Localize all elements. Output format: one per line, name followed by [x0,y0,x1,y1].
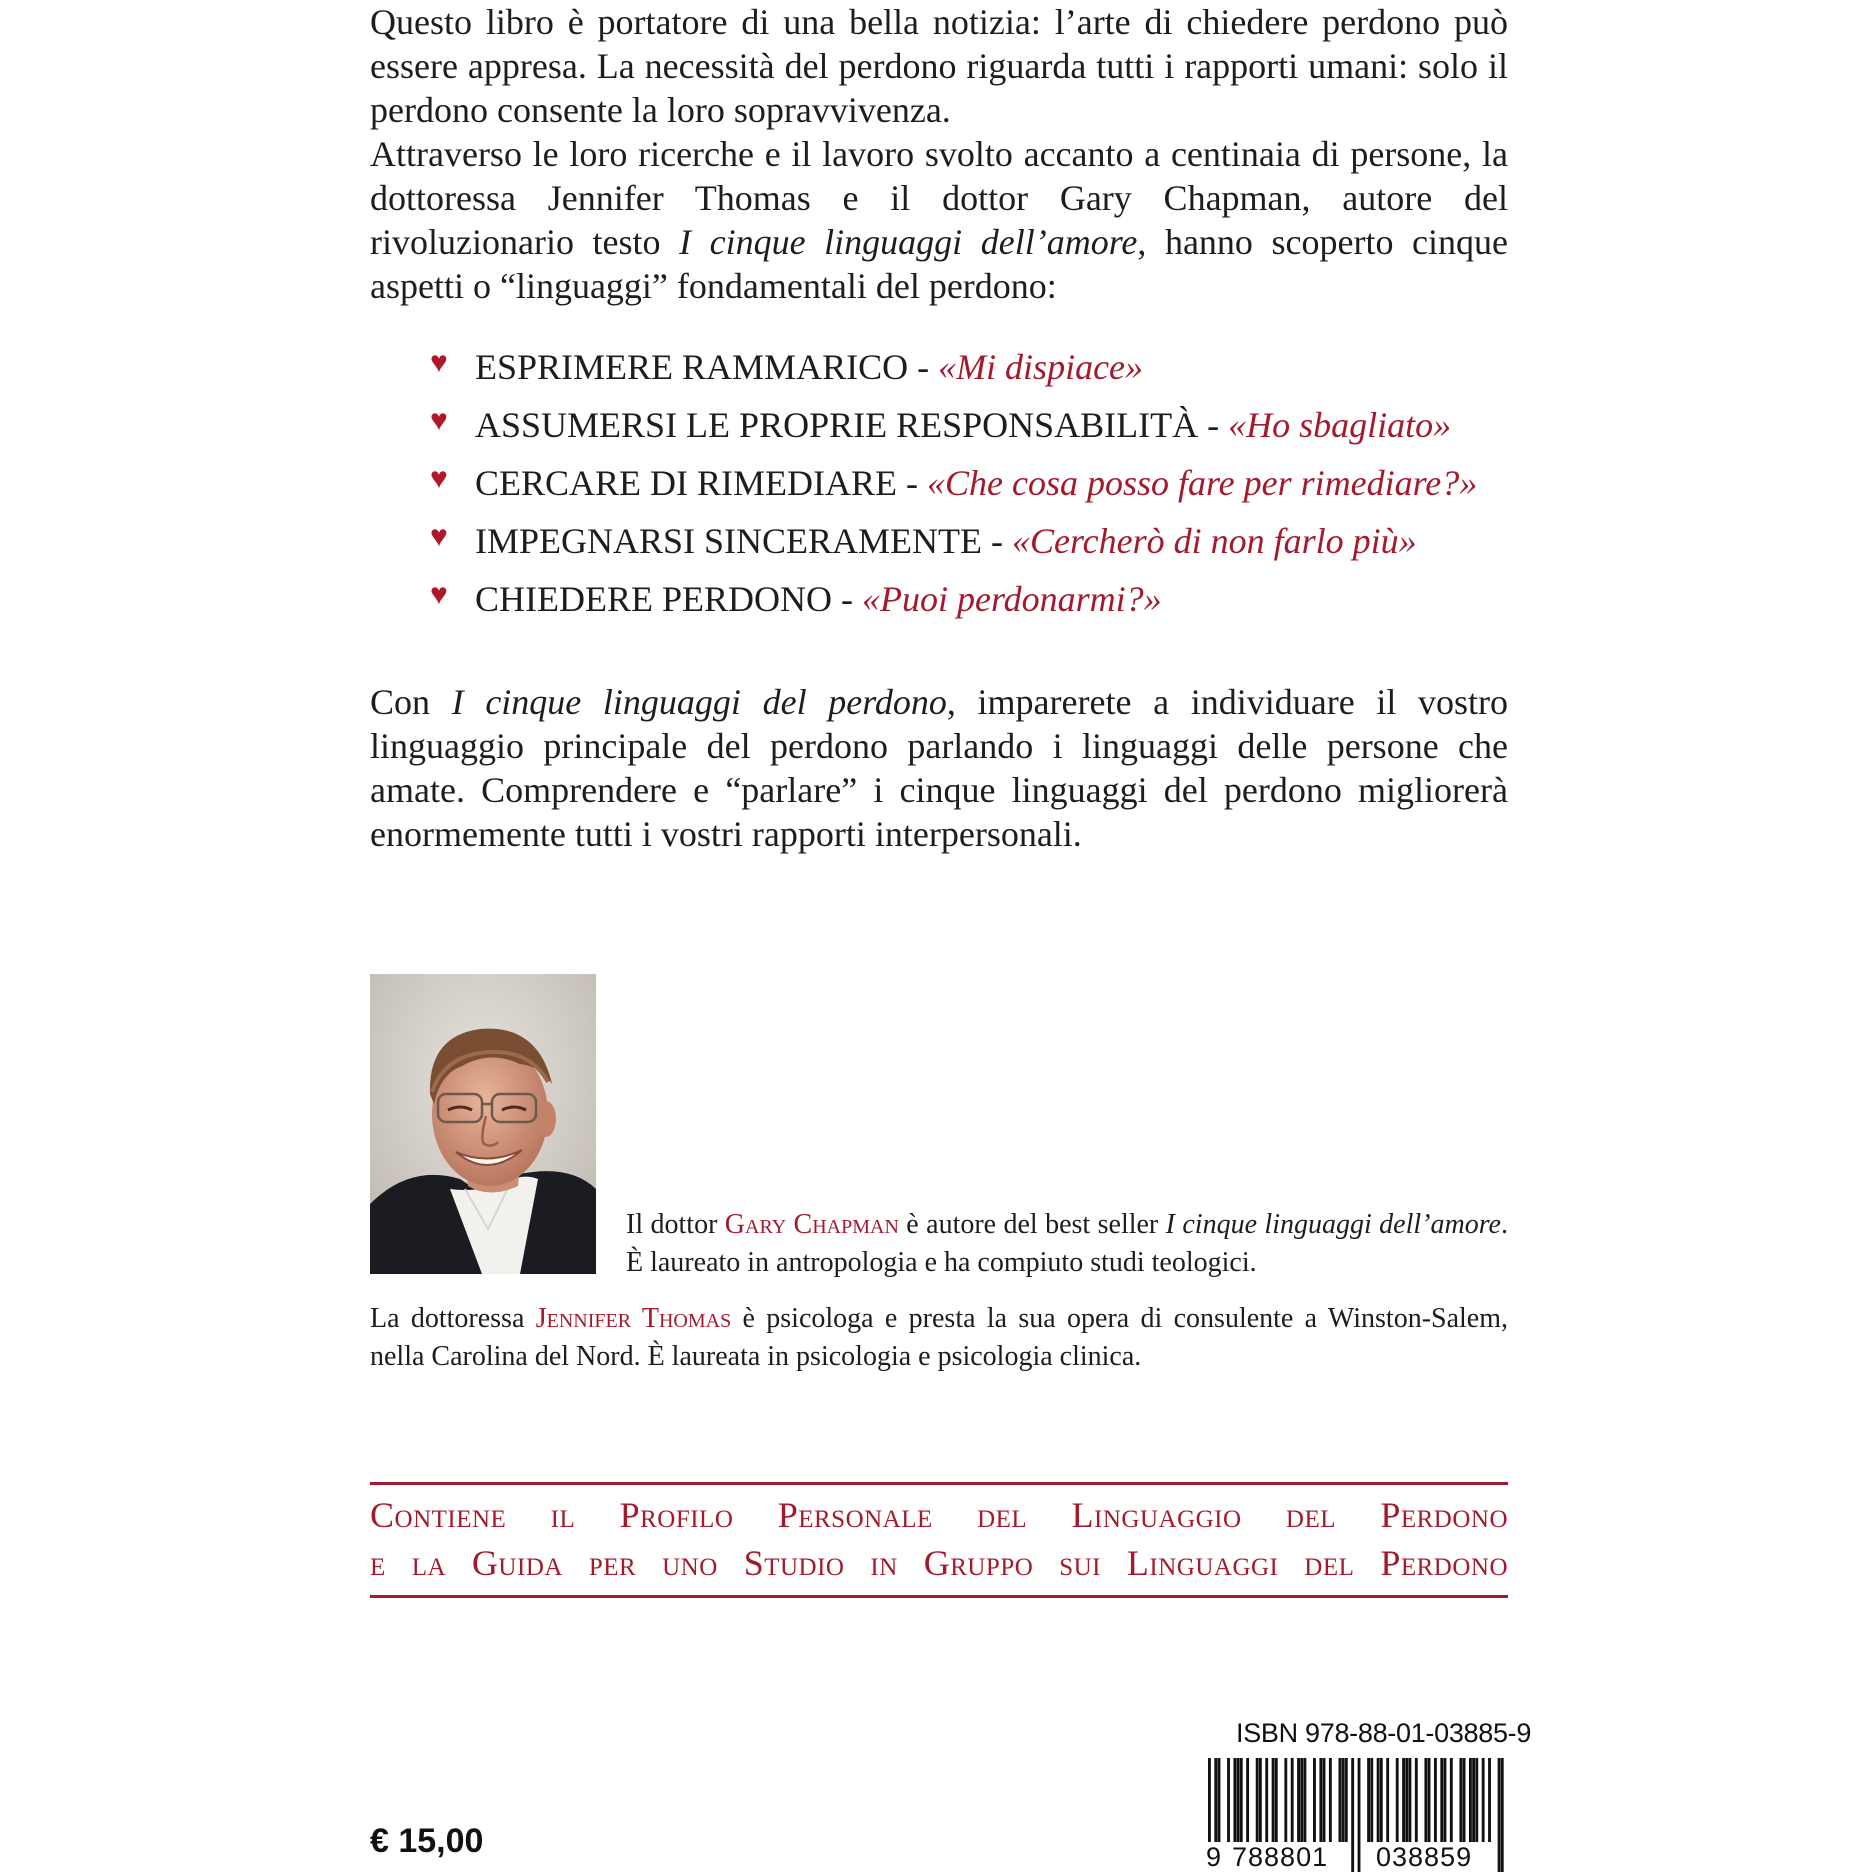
barcode-bar [1291,1758,1294,1842]
barcode-bar [1240,1758,1243,1842]
list-item-quote: «Ho sbagliato» [1228,405,1452,445]
barcode-bar [1297,1758,1300,1842]
barcode-bar [1218,1758,1221,1842]
intro-paragraph-1: Questo libro è portatore di una bella notizia: l’arte di chiedere perdono può essere appresa. La necessità del perdono riguarda tutti i rapporti umani: solo il perdono consente la loro sopravvivenza. [370,2,1508,130]
list-item-label: ASSUMERSI LE PROPRIE RESPONSABILITÀ - [475,405,1229,445]
list-item-label: IMPEGNARSI SINCERAMENTE - [475,521,1013,561]
barcode-bar [1351,1758,1354,1872]
intro-p2-a: Attraverso le loro ricerche e il lavoro svolto accanto a centinaia di persone, la dottoressa Jennifer Thomas e il dottor Gary Chapman, autore del rivoluzionario testo [370,134,1508,262]
barcode-bar [1358,1758,1361,1872]
barcode-bar [1444,1758,1447,1842]
bio1-book-title: I cinque linguaggi dell’amore [1165,1209,1501,1240]
barcode-bar [1409,1758,1412,1842]
heart-icon: ♥ [430,346,448,379]
heart-icon: ♥ [430,462,448,495]
barcode-bar [1367,1758,1370,1842]
intro-book-title: I cinque linguaggi dell’amore [679,222,1138,262]
bio-gary-chapman [626,1206,1508,1282]
summary-a: Con [370,682,452,722]
barcode-bar [1450,1758,1453,1842]
list-item-label: CERCARE DI RIMEDIARE - [475,463,927,503]
author-photo [370,974,596,1274]
barcode-bar [1275,1758,1278,1842]
contents-line-1: Contiene il Profilo Personale del Linguaggio del Perdono [370,1495,1508,1535]
barcode-bar [1386,1758,1389,1842]
contents-banner [370,1482,1508,1598]
list-item [430,519,1477,577]
bio1-a: Il dottor [626,1209,725,1240]
barcode-bar [1501,1758,1504,1872]
intro-text [370,0,1508,308]
barcode-bar [1396,1758,1399,1842]
contents-line-2: e la Guida per uno Studio in Gruppo sui Linguaggi del Perdono [370,1543,1508,1583]
barcode-bar [1488,1758,1491,1842]
barcode-bar [1323,1758,1326,1842]
barcode-bar [1463,1758,1466,1842]
author-portrait-illustration [370,974,596,1274]
barcode-bar [1233,1758,1236,1842]
barcode-bar [1482,1758,1485,1842]
barcode-bar [1440,1758,1443,1842]
barcode-bar [1498,1758,1501,1872]
barcode-bar [1424,1758,1427,1842]
isbn-label: ISBN 978-88-01-03885-9 [1236,1718,1532,1748]
barcode-bar [1472,1758,1475,1842]
summary-book-title: I cinque linguaggi del perdono [451,682,947,722]
summary-text [370,680,1508,856]
heart-icon: ♥ [430,404,448,437]
barcode-bar [1300,1758,1303,1842]
author-name-chapman: Gary Chapman [724,1209,899,1240]
bio2-a: La dottoressa [370,1303,536,1334]
barcode-bar [1469,1758,1472,1842]
intro-p2-b: , hanno scoperto cinque aspetti o “linguaggi” fondamentali del perdono: [370,222,1508,306]
forgiveness-languages-list [430,345,1477,635]
barcode-bar [1313,1758,1316,1842]
list-item-quote: «Che cosa posso fare per rimediare?» [927,463,1478,503]
barcode-bar [1246,1758,1249,1842]
barcode-bar [1402,1758,1405,1842]
barcode-bar [1319,1758,1322,1842]
barcode-bar [1284,1758,1287,1842]
barcode-bar [1272,1758,1275,1842]
list-item [430,577,1477,635]
barcode-bar [1415,1758,1418,1842]
barcode-digits-left: 788801 [1232,1842,1329,1872]
list-item-label: CHIEDERE PERDONO - [475,579,862,619]
barcode-bar [1377,1758,1380,1842]
barcode-bar [1380,1758,1383,1842]
bio-jennifer-thomas [370,1300,1508,1376]
intro-paragraph-2 [370,132,1508,308]
barcode-bar [1428,1758,1431,1842]
list-item-quote: «Puoi perdonarmi?» [861,579,1162,619]
bio2-b: è psicologa e presta la sua opera di consulente a Winston-Salem, nella Carolina del Nord. È laureata in psicologia e psicologia clinica. [370,1303,1508,1372]
barcode-bar [1259,1758,1262,1842]
list-item-label: ESPRIMERE RAMMARICO - [475,347,939,387]
barcode-bar [1265,1758,1268,1842]
summary-b: , imparerete a individuare il vostro linguaggio principale del perdono parlando i linguaggi delle persone che amate. Comprendere e “parlare” i cinque linguaggi del perdono migliorerà enormemente tutti i vostri rapporti interpersonali. [370,682,1508,854]
barcode-digits-right: 038859 [1376,1842,1473,1872]
barcode-bar [1370,1758,1373,1842]
summary-paragraph [370,680,1508,856]
barcode-bar [1345,1758,1348,1842]
list-item-quote: «Mi dispiace» [938,347,1144,387]
barcode-digit-lead: 9 [1206,1842,1223,1872]
bio1-c: . È laureato in antropologia e ha compiuto studi teologici. [626,1209,1508,1278]
list-item [430,461,1477,519]
list-item-quote: «Cercherò di non farlo più» [1012,521,1417,561]
list-item [430,345,1477,403]
barcode-bar [1329,1758,1332,1842]
list-item [430,403,1477,461]
heart-icon: ♥ [430,578,448,611]
author-name-thomas: Jennifer Thomas [535,1303,732,1334]
price-label: € 15,00 [370,1822,484,1860]
barcode-bar [1475,1758,1478,1842]
barcode-bar [1256,1758,1259,1842]
heart-icon: ♥ [430,520,448,553]
barcode-bar [1434,1758,1437,1842]
barcode-bar [1227,1758,1230,1842]
barcode-bar [1459,1758,1462,1842]
barcode-bar [1342,1758,1345,1842]
barcode-bar [1405,1758,1408,1842]
bio1-b: è autore del best seller [898,1209,1166,1240]
barcode-bar [1303,1758,1306,1842]
barcode-bar [1237,1758,1240,1842]
barcode-bar [1338,1758,1341,1842]
